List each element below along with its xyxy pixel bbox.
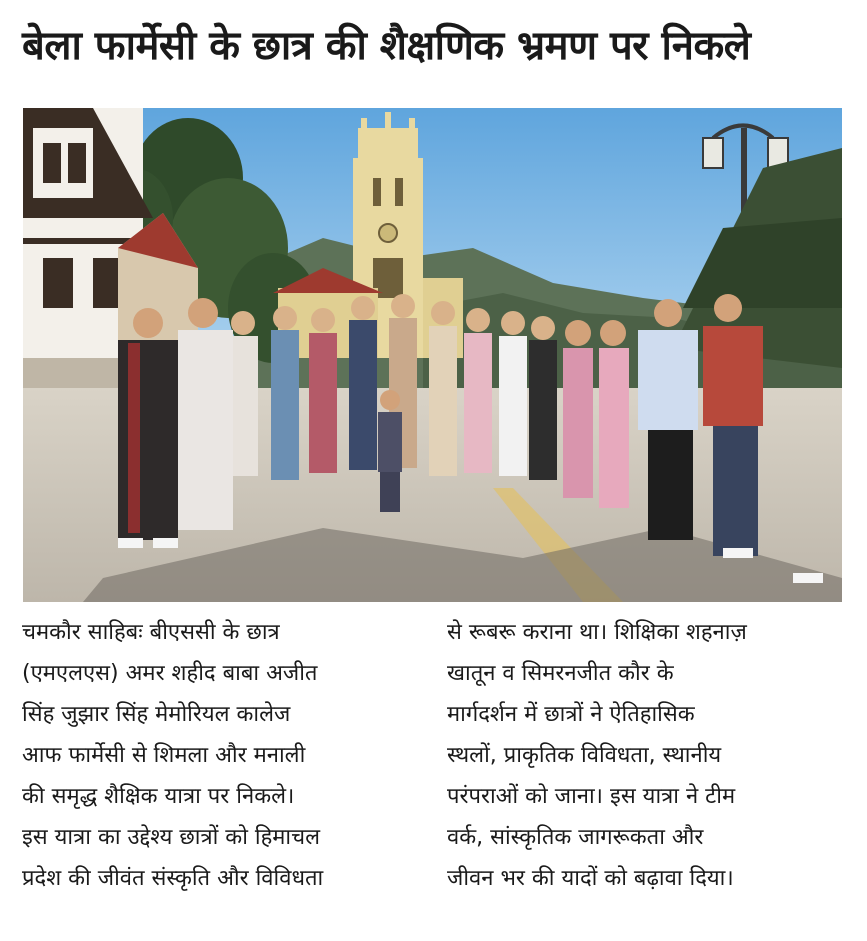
text-line: चमकौर साहिबः बीएससी के छात्र: [22, 620, 280, 645]
text-line: परंपराओं को जाना। इस यात्रा ने टीम: [447, 784, 736, 809]
text-line: आफ फार्मेसी से शिमला और मनाली: [22, 743, 306, 768]
text-line: की समृद्ध शैक्षिक यात्रा पर निकले।: [22, 784, 295, 809]
article-column-right: [447, 612, 842, 899]
text-line: से रूबरू कराना था। शिक्षिका शहनाज़: [447, 620, 747, 645]
headline: बेला फार्मेसी के छात्र की शैक्षणिक भ्रमण पर निकले: [22, 23, 751, 69]
text-line: जीवन भर की यादों को बढ़ावा दिया।: [447, 866, 734, 891]
text-line: सिंह जुझार सिंह मेमोरियल कालेज: [22, 702, 291, 727]
text-line: मार्गदर्शन में छात्रों ने ऐतिहासिक: [447, 702, 695, 727]
text-line: वर्क, सांस्कृतिक जागरूकता और: [447, 825, 704, 850]
news-photo: [23, 108, 842, 602]
text-line: इस यात्रा का उद्देश्य छात्रों को हिमाचल: [22, 825, 321, 850]
text-line: प्रदेश की जीवंत संस्कृति और विविधता: [22, 866, 324, 891]
article-column-left: [22, 612, 417, 899]
text-line: स्थलों, प्राकृतिक विविधता, स्थानीय: [447, 743, 722, 768]
text-line: खातून व सिमरनजीत कौर के: [447, 661, 674, 686]
text-line: (एमएलएस) अमर शहीद बाबा अजीत: [22, 661, 318, 686]
